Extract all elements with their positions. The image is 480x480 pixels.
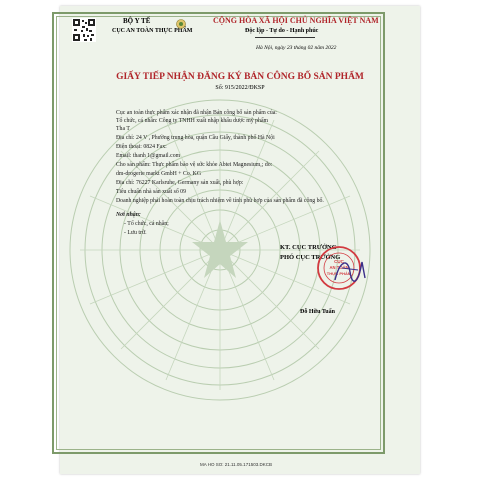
body-line-3: Tha T	[116, 126, 130, 132]
body-line-6: Email: thanh 1@gmail.com	[116, 153, 181, 159]
qr-code-icon	[72, 18, 96, 42]
body-line-2: Tổ chức, cá nhân: Công ty TNHH xuất nhập khẩu dược mỹ phẩm	[116, 118, 269, 124]
body-line-8: dm-drogerie markt GmbH + Co. KG	[116, 171, 202, 177]
department-logo-icon	[176, 19, 186, 29]
seal-text-3: THỰC PHẨM	[326, 271, 352, 276]
body-line-11: Doanh nghiệp phải hoàn toàn chịu trách nhiệm về tính phù hợp của sản phẩm đã công bố.	[116, 198, 324, 204]
body-line-4: Địa chỉ: 24 V , Phường trung hòa, quận Cầu Giấy, thành phố Hà Nội	[116, 135, 275, 141]
signature-title-2: PHÓ CỤC TRƯỞNG	[280, 254, 341, 261]
body-line-1: Cục an toàn thực phẩm xác nhận đã nhận Bản công bố sản phẩm của:	[116, 110, 277, 116]
department-name: CỤC AN TOÀN THỰC PHẨM	[112, 28, 193, 34]
file-code: MA HO SO: 21.11.05.171503.DKCB	[200, 462, 272, 467]
document-number: Số: 915/2022/ĐKSP	[215, 85, 265, 91]
signature-title-1: KT. CỤC TRƯỞNG	[280, 244, 337, 251]
body-line-7: Cho sản phẩm: Thực phẩm bảo vệ sức khỏe Abtei Magnesium,; do:	[116, 162, 273, 168]
national-motto: Độc lập - Tự do - Hạnh phúc	[245, 28, 319, 34]
recipients-heading: Nơi nhận:	[116, 212, 141, 218]
ministry-name: BỘ Y TẾ	[123, 17, 151, 25]
handwritten-signature	[330, 250, 370, 290]
recipient-item: - Lưu trữ.	[124, 230, 147, 236]
document-title: GIẤY TIẾP NHẬN ĐĂNG KÝ BẢN CÔNG BỐ SẢN PHẨM	[116, 72, 364, 82]
nation-name: CỘNG HÒA XÃ HỘI CHỦ NGHĨA VIỆT NAM	[213, 16, 379, 25]
seal-text-2: AN TOÀN	[329, 265, 349, 270]
seal-text-1: CỤC	[334, 259, 344, 264]
signer-name: Đỗ Hữu Tuấn	[300, 309, 335, 315]
body-line-9: Địa chỉ: 76227 Karlsruhe, Germany sản xuất, phù hợp:	[116, 180, 244, 186]
issue-date: Hà Nội, ngày 23 tháng 02 năm 2022	[256, 45, 337, 51]
recipient-item: - Tổ chức, cá nhân;	[124, 221, 169, 227]
motto-underline	[255, 37, 315, 38]
body-line-10: Tiêu chuẩn nhà sản xuất số 09	[116, 189, 186, 195]
body-line-5: Điện thoại: 0824 Fax:	[116, 144, 167, 150]
